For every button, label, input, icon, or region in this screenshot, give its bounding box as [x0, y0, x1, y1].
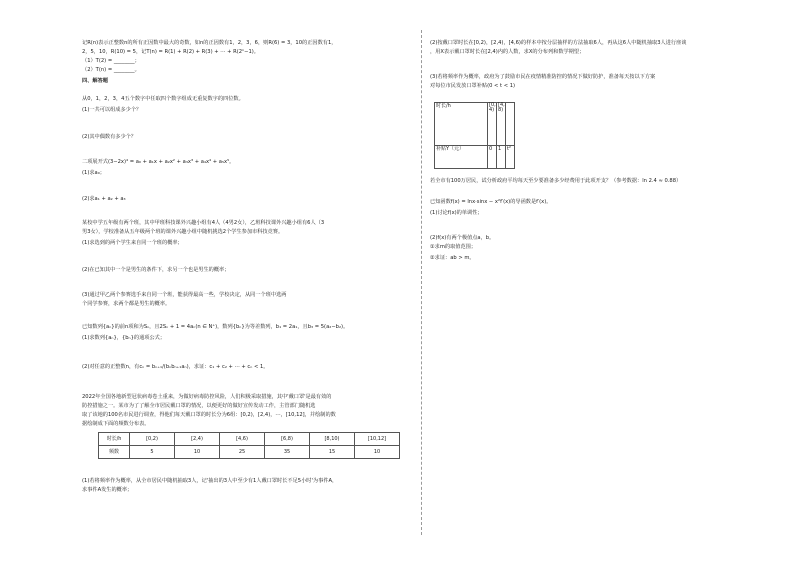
- table-cell: t²: [506, 146, 515, 169]
- question-text: 已知数列{aₙ}的前n项和为Sₙ，且2Sₙ + 1 = 4aₙ(n ∈ N⁺)，数列{bₙ}为等差数列，b₁ = 2a₁，且b₃ = 5(a₂−b₂)。: [82, 324, 349, 330]
- sub-question: (1)若将频率作为概率，从全市居民中随机抽取3人，记'抽出的3人中至少有1人戴口罩时长不足5小时'为事件A，: [82, 478, 338, 484]
- question-text: 男3女），学校准备从五年级两个班的课外兴趣小组中随机挑选2个学生参加市科技竞赛。: [82, 229, 284, 235]
- table-cell-text: [0,4): [489, 102, 496, 114]
- page-divider: [421, 30, 422, 535]
- sub-question: (1)讨论f(x)的单调性；: [430, 210, 483, 216]
- question-text: 据绘制成下面的频数分布表。: [82, 421, 150, 427]
- subsidy-table: [434, 102, 515, 169]
- question-text: 某校中学五年级有两个班，其中甲班科技课外兴趣小组有4人（4男2女），乙班科技课外兴趣小组有6人（3: [82, 220, 325, 226]
- table-row: [435, 103, 515, 146]
- table-cell-text: [4,8): [498, 102, 505, 114]
- sub-question: (1)一共可以组成多少个？: [82, 107, 142, 113]
- sub-question: (2)按戴口罩时长在[0,2)，[2,4)，[4,6)的样本中按分层抽样的方法抽取6人，再从这6人中随机抽取3人进行座谈: [430, 40, 687, 46]
- sub-question: (1)求选到的两个学生来自同一个班的概率；: [82, 240, 183, 246]
- sub-question: (3)通过甲乙两个参赛选手来自同一个班，能获得最高一些，学校决定，从同一个班中选两: [82, 292, 287, 298]
- sub-question: ①求m的取值范围；: [430, 244, 477, 250]
- table-cell: 5: [130, 446, 175, 459]
- question-text: 取了该地的100名市民进行调查，得他们每天戴口罩的时长分为6组：[0,2)，[2,4)，⋯，[10,12]，并绘制的数: [82, 412, 336, 418]
- table-cell: 0: [488, 146, 497, 169]
- sub-question: 若全市有100万居民，试分析政府平均每天至少要准备多少经费用于此项开支？（参考数据：ln 2.4 ≈ 0.88）: [430, 178, 682, 184]
- sub-question: 个同学参赛，求两个都是男生的概率。: [82, 301, 171, 307]
- frequency-table: [98, 432, 400, 459]
- table-header-cell: 时长/h: [435, 103, 488, 146]
- question-text: 2022年全国各地新型冠状病毒卷土重来，为做好病毒防控风险，人们积极采取措施，其中'戴口罩'是最有效的: [82, 394, 332, 400]
- table-cell: 15: [310, 446, 355, 459]
- table-header-cell: [6,8): [265, 433, 310, 446]
- table-cell: [506, 103, 515, 146]
- table-header-cell: [0,2): [130, 433, 175, 446]
- table-cell: 频数: [99, 446, 130, 459]
- sub-question: ，用X表示戴口罩时长在[2,4)内的人数，求X的分布列和数学期望；: [430, 49, 585, 55]
- blank-item: （1）T(2) = ________；: [82, 58, 140, 64]
- question-text: 已知函数f(x) = lnx·sinx − x²f′(x)的导函数是f′(x)。: [430, 199, 552, 205]
- sub-question: (1)求a₀；: [82, 170, 105, 176]
- sub-question: ②求证：ab > m。: [430, 255, 475, 261]
- table-cell: 10: [175, 446, 220, 459]
- table-header-cell: [2,4): [175, 433, 220, 446]
- table-header-cell: [8,10): [310, 433, 355, 446]
- sub-question: (2)求a₁ + a₂ + a₃: [82, 196, 126, 202]
- section-heading: 四、解答题: [82, 78, 108, 84]
- table-row: [435, 146, 515, 169]
- table-header-cell: 时长/h: [99, 433, 130, 446]
- table-cell: [488, 103, 497, 146]
- question-text: 二项展开式(3−2x)⁴ = a₀ + a₁x + a₂x² + a₃x³ + a₄x⁴ + a₅x⁵。: [82, 159, 235, 165]
- table-row: [99, 446, 400, 459]
- question-text: 2，5，10，R(10) = 5，记T(n) = R(1) + R(2) + R(3) + ⋯ + R(2ⁿ−1)。: [82, 49, 259, 55]
- table-header-cell: [10,12]: [355, 433, 400, 446]
- question-text: 防控措施之一。某市为了了解全市居民戴口罩的情况，以便更好的做好宣传发动工作，主管部门随机选: [82, 403, 316, 409]
- sub-question: (3)若将频率作为概率，政府为了鼓励市民在疫情精准防控的情况下做好防护，准备每天按以下方案: [430, 74, 656, 80]
- question-text: 记R(n)表示正整数n的所有正因数中最大的奇数，如n的正因数有1，2，3，6，则R(6) = 3，10的正因数有1，: [82, 40, 337, 46]
- table-row: [99, 433, 400, 446]
- table-header-cell: [4,6): [220, 433, 265, 446]
- sub-question: (2)对任意的正整数n，有cₙ = bₙ₊₁/(bₙbₙ₊₁aₙ)，求证：c₁ + c₂ + ⋯ + cₙ < 1。: [82, 364, 269, 370]
- table-cell: 1: [497, 146, 506, 169]
- question-text: 从0，1，2，3，4五个数字中任取四个数字组成无重复数字的四位数。: [82, 96, 244, 102]
- sub-question: (2)f(x)有两个极值点a，b。: [430, 235, 495, 241]
- sub-question: (2)在已知其中一个是男生的条件下，求另一个也是男生的概率；: [82, 267, 230, 273]
- sub-question: (1)求数列{aₙ}，{bₙ}的通项公式；: [82, 335, 166, 341]
- table-cell: 10: [355, 446, 400, 459]
- blank-item: （2）T(n) = ________。: [82, 67, 140, 73]
- table-header-cell: 补贴Y（元）: [435, 146, 488, 169]
- table-cell: 35: [265, 446, 310, 459]
- table-cell: 25: [220, 446, 265, 459]
- sub-question: 求事件A发生的概率；: [82, 487, 133, 493]
- sub-question: (2)其中偶数有多少个？: [82, 134, 137, 140]
- sub-question: 对每位市民发放口罩补贴(0 < t < 1): [430, 83, 516, 89]
- table-cell: [497, 103, 506, 146]
